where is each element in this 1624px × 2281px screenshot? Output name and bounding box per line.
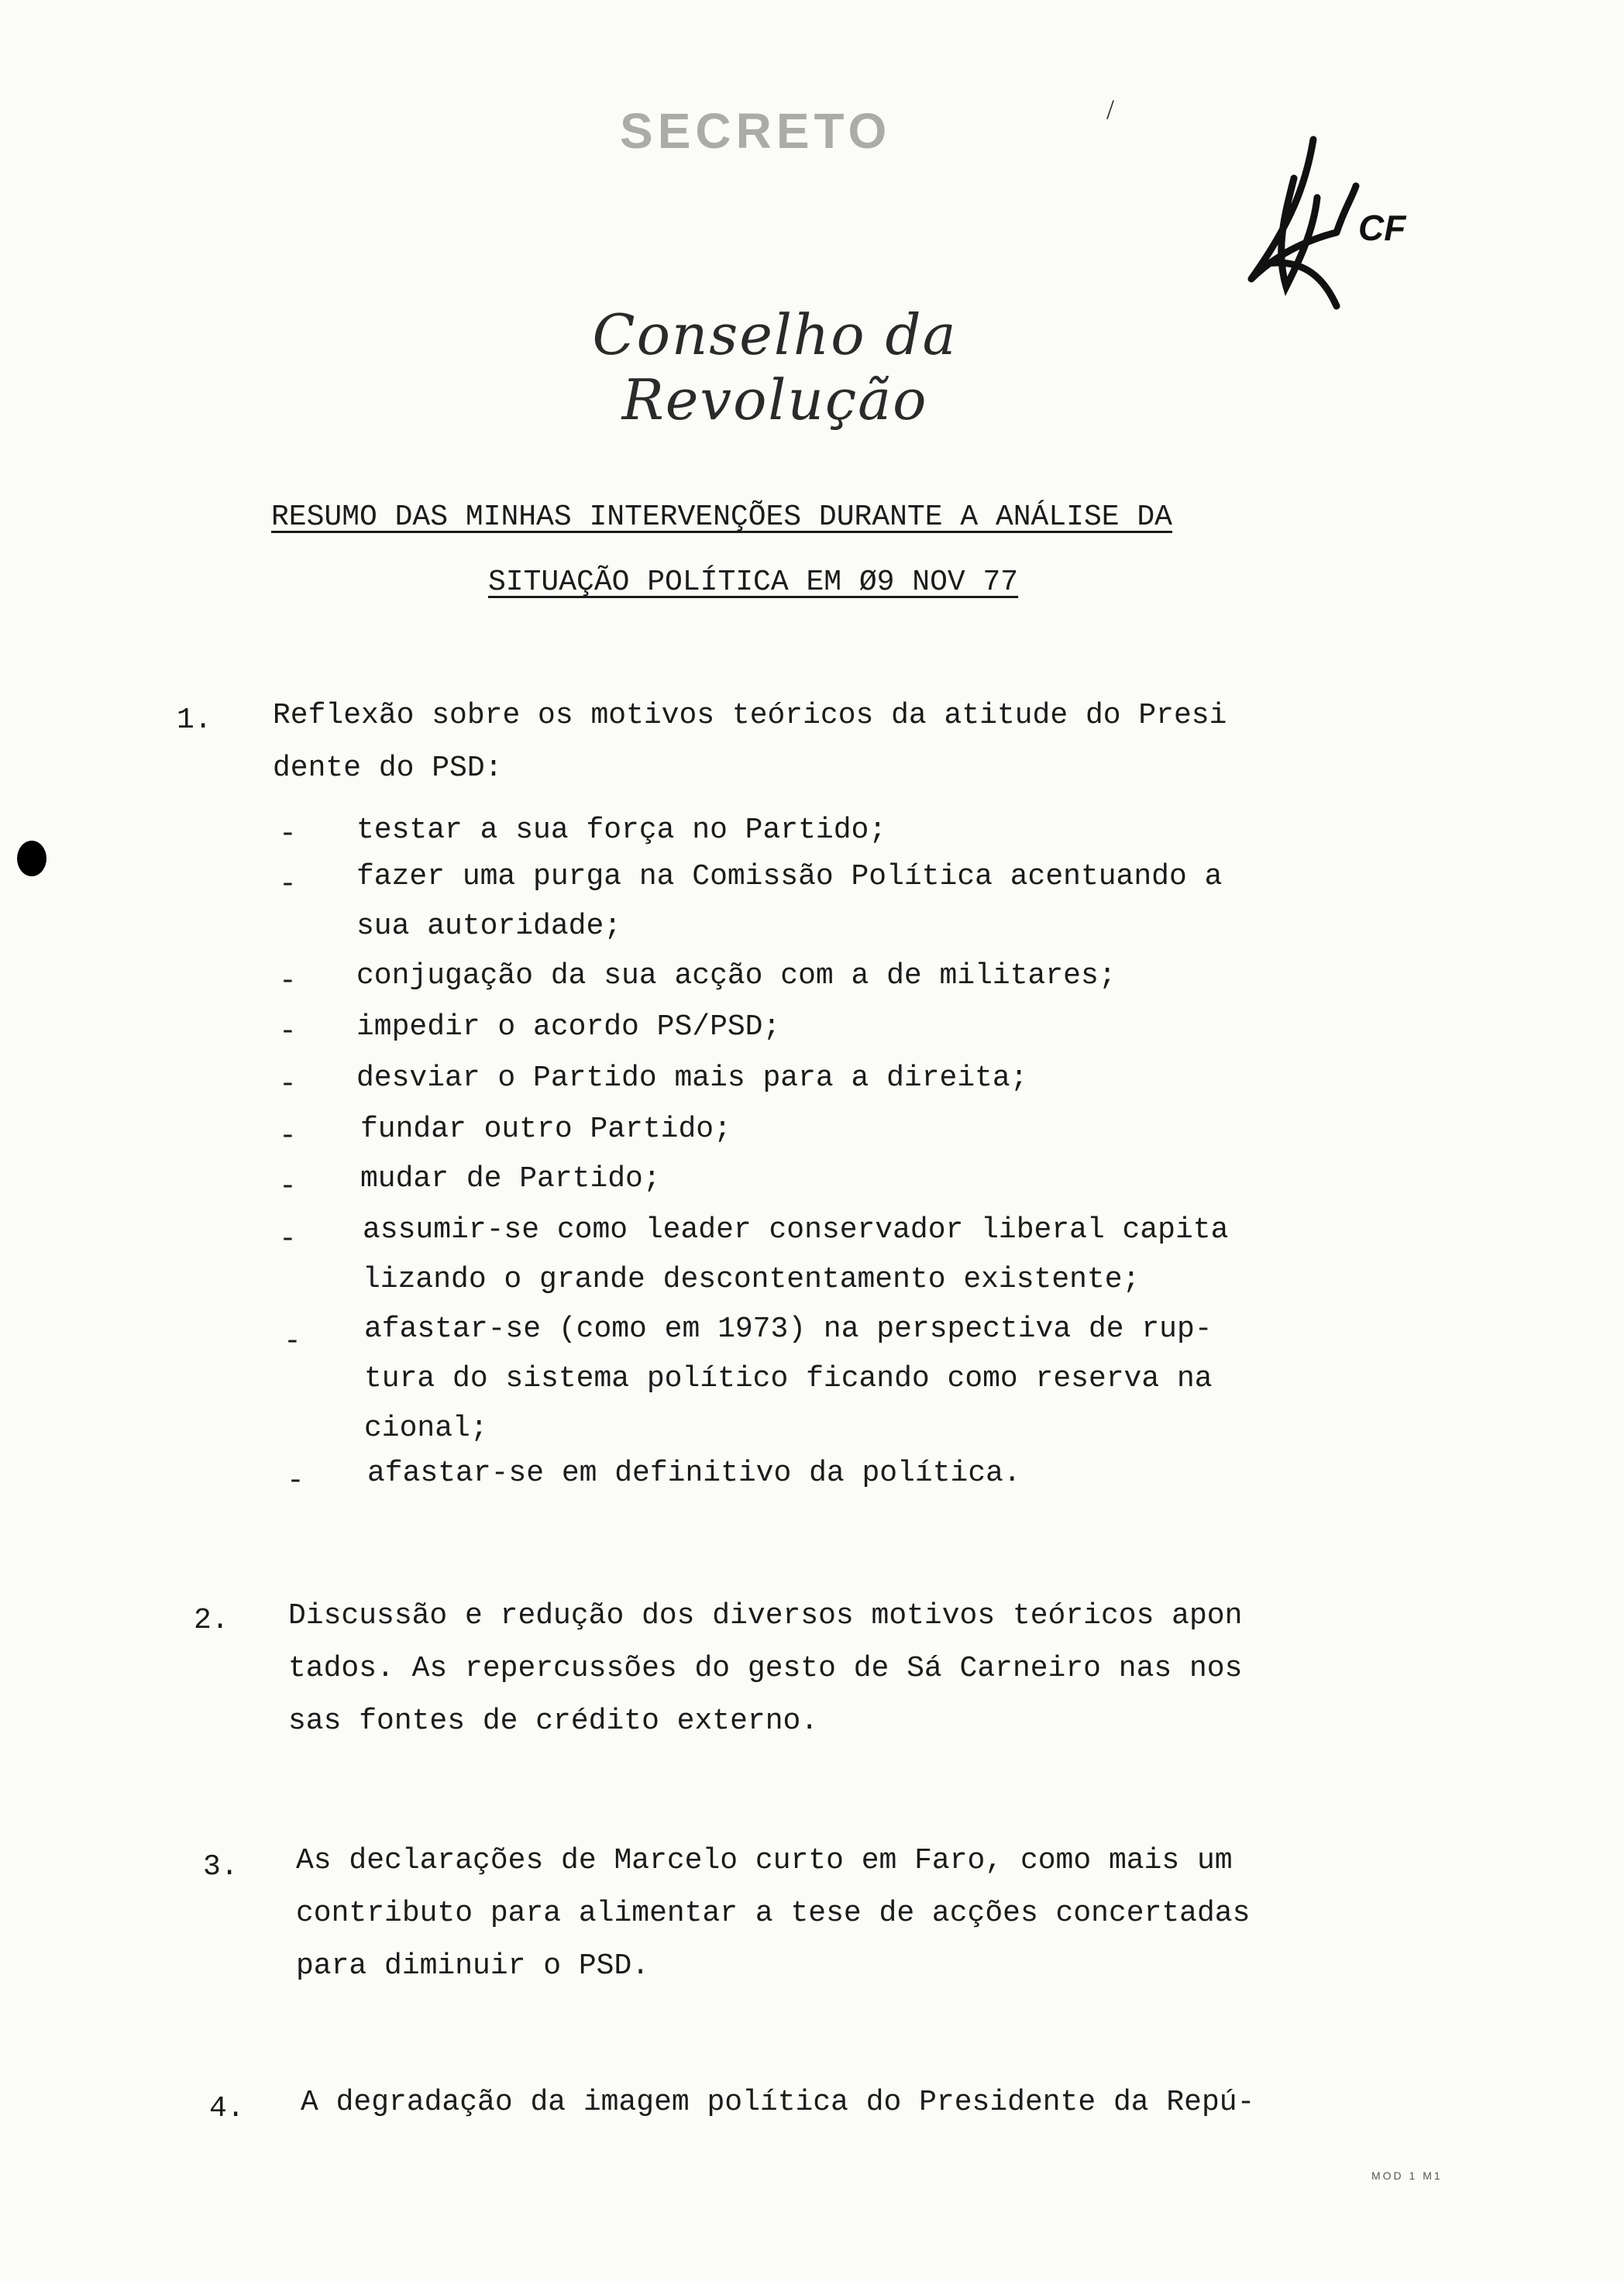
bullet-line: testar a sua força no Partido; bbox=[356, 814, 887, 847]
bullet-line: cional; bbox=[364, 1412, 488, 1445]
item-1-text bbox=[273, 690, 1227, 795]
bullet-dash: - bbox=[279, 868, 297, 901]
bullet-dash: - bbox=[279, 1223, 297, 1256]
bullet-item bbox=[356, 852, 1222, 951]
text-line: A degradação da imagem política do Presidente da Repú- bbox=[301, 2086, 1255, 2119]
text-line: Discussão e redução dos diversos motivos teóricos apon bbox=[288, 1599, 1243, 1632]
item-number: 1. bbox=[177, 704, 212, 737]
bullet-line: fundar outro Partido; bbox=[360, 1113, 731, 1146]
bullet-line: sua autoridade; bbox=[356, 910, 622, 943]
bullet-line: assumir-se como leader conservador liberal capita bbox=[363, 1213, 1229, 1247]
bullet-dash: - bbox=[279, 1015, 297, 1048]
pencil-tick-mark: / bbox=[1106, 94, 1115, 125]
text-line: contributo para alimentar a tese de acções concertadas bbox=[296, 1897, 1251, 1930]
bullet-line: lizando o grande descontentamento existente; bbox=[363, 1263, 1141, 1296]
bullet-line: mudar de Partido; bbox=[360, 1162, 661, 1196]
bullet-line: fazer uma purga na Comissão Política acentuando a bbox=[356, 860, 1223, 893]
title-line-2: SITUAÇÃO POLÍTICA EM Ø9 NOV 77 bbox=[488, 566, 1019, 599]
bullet-line: desviar o Partido mais para a direita; bbox=[356, 1061, 1028, 1095]
text-line: sas fontes de crédito externo. bbox=[288, 1705, 819, 1738]
item-2-text bbox=[288, 1590, 1242, 1748]
bullet-dash: - bbox=[279, 1068, 297, 1101]
signature-initials: CF bbox=[1358, 208, 1406, 248]
bullet-item bbox=[356, 1003, 780, 1052]
bullet-dash: - bbox=[279, 965, 297, 998]
text-line: As declarações de Marcelo curto em Faro, como mais um bbox=[296, 1844, 1233, 1877]
bullet-item bbox=[356, 951, 1116, 1001]
text-line: dente do PSD: bbox=[273, 752, 503, 785]
bullet-item bbox=[367, 1449, 1021, 1498]
ink-blot bbox=[17, 841, 46, 876]
bullet-dash: - bbox=[279, 1170, 297, 1203]
bullet-dash: - bbox=[287, 1464, 304, 1498]
bullet-line: impedir o acordo PS/PSD; bbox=[356, 1010, 781, 1044]
item-number: 3. bbox=[203, 1850, 239, 1884]
bullet-line: conjugação da sua acção com a de militares; bbox=[356, 959, 1116, 993]
item-number: 4. bbox=[209, 2092, 245, 2125]
item-number: 2. bbox=[194, 1604, 229, 1637]
bullet-line: afastar-se (como em 1973) na perspectiva de rup- bbox=[364, 1313, 1213, 1346]
bullet-item bbox=[364, 1305, 1213, 1454]
bullet-dash: - bbox=[279, 1120, 297, 1153]
bullet-dash: - bbox=[284, 1325, 301, 1358]
bullet-item bbox=[356, 1054, 1028, 1103]
text-line: para diminuir o PSD. bbox=[296, 1949, 650, 1983]
bullet-item bbox=[356, 806, 886, 855]
title-line-1: RESUMO DAS MINHAS INTERVENÇÕES DURANTE A ANÁLISE DA bbox=[271, 501, 1172, 534]
bullet-item bbox=[363, 1206, 1228, 1305]
bullet-item bbox=[360, 1105, 731, 1154]
form-code: MOD 1 M1 bbox=[1371, 2169, 1443, 2182]
bullet-line: tura do sistema político ficando como reserva na bbox=[364, 1362, 1213, 1395]
letterhead: Conselho da Revolução bbox=[592, 302, 958, 432]
bullet-dash: - bbox=[279, 817, 297, 851]
handwritten-signature bbox=[1220, 124, 1422, 318]
item-3-text bbox=[296, 1835, 1250, 1993]
text-line: tados. As repercussões do gesto de Sá Carneiro nas nos bbox=[288, 1652, 1243, 1685]
bullet-item bbox=[360, 1154, 661, 1204]
text-line: Reflexão sobre os motivos teóricos da atitude do Presi bbox=[273, 699, 1227, 732]
item-4-text bbox=[301, 2076, 1254, 2129]
bullet-line: afastar-se em definitivo da política. bbox=[367, 1457, 1021, 1490]
secret-stamp: SECRETO bbox=[620, 103, 892, 159]
